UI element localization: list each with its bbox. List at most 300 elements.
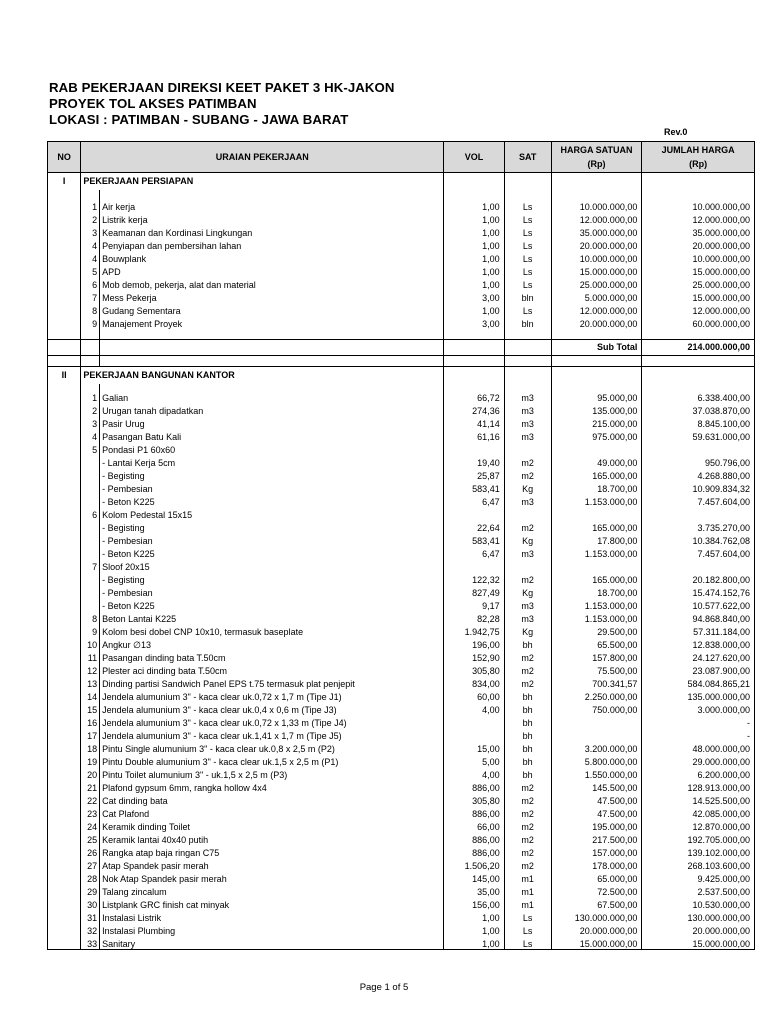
section-title: PEKERJAAN BANGUNAN KANTOR <box>81 367 444 385</box>
item-total-price: 37.038.870,00 <box>642 403 755 416</box>
table-row <box>48 212 755 225</box>
item-total-price: 139.102.000,00 <box>642 845 755 858</box>
item-volume: 145,00 <box>444 871 504 884</box>
item-unit-price <box>551 559 642 572</box>
item-unit: Kg <box>504 533 551 546</box>
empty-cell <box>48 884 81 897</box>
item-volume: 1,00 <box>444 303 504 316</box>
empty-cell <box>48 290 81 303</box>
table-row <box>48 225 755 238</box>
item-unit: m1 <box>504 871 551 884</box>
item-unit: m2 <box>504 663 551 676</box>
item-number <box>81 546 100 559</box>
item-number: 26 <box>81 845 100 858</box>
item-unit: Ls <box>504 199 551 212</box>
item-description: Urugan tanah dipadatkan <box>100 403 444 416</box>
item-unit: Ls <box>504 923 551 936</box>
col-sat-header: SAT <box>504 142 551 173</box>
item-unit: m1 <box>504 897 551 910</box>
item-number: 5 <box>81 264 100 277</box>
empty-cell <box>642 329 755 340</box>
table-row <box>48 767 755 780</box>
item-volume: 25,87 <box>444 468 504 481</box>
item-unit: bh <box>504 728 551 741</box>
item-unit <box>504 442 551 455</box>
item-volume: 152,90 <box>444 650 504 663</box>
empty-cell <box>48 572 81 585</box>
item-volume: 886,00 <box>444 832 504 845</box>
empty-cell <box>504 367 551 385</box>
item-number <box>81 455 100 468</box>
item-unit: m3 <box>504 416 551 429</box>
item-volume: 156,00 <box>444 897 504 910</box>
item-description: - Lantai Kerja 5cm <box>100 455 444 468</box>
item-volume: 886,00 <box>444 845 504 858</box>
table-row <box>48 819 755 832</box>
empty-cell <box>48 637 81 650</box>
item-number: 7 <box>81 290 100 303</box>
item-unit: Ls <box>504 225 551 238</box>
table-row <box>48 199 755 212</box>
item-unit: m3 <box>504 494 551 507</box>
item-description: Listplank GRC finish cat minyak <box>100 897 444 910</box>
empty-cell <box>642 367 755 385</box>
empty-cell <box>48 676 81 689</box>
item-unit-price: 10.000.000,00 <box>551 199 642 212</box>
item-volume: 1,00 <box>444 923 504 936</box>
item-number: 5 <box>81 442 100 455</box>
item-total-price: 8.845.100,00 <box>642 416 755 429</box>
table-row <box>48 546 755 559</box>
col-no-header: NO <box>48 142 81 173</box>
item-number: 9 <box>81 624 100 637</box>
item-total-price: 12.838.000,00 <box>642 637 755 650</box>
item-total-price: - <box>642 728 755 741</box>
item-volume: 6,47 <box>444 546 504 559</box>
page-footer: Page 1 of 5 <box>359 982 409 993</box>
item-volume: 9,17 <box>444 598 504 611</box>
item-unit-price: 165.000,00 <box>551 572 642 585</box>
item-total-price: 24.127.620,00 <box>642 650 755 663</box>
table-header-row <box>48 142 755 173</box>
item-number: 24 <box>81 819 100 832</box>
item-number: 19 <box>81 754 100 767</box>
item-number: 20 <box>81 767 100 780</box>
item-number: 4 <box>81 251 100 264</box>
item-total-price: 10.909.834,32 <box>642 481 755 494</box>
table-row <box>48 936 755 950</box>
item-number: 21 <box>81 780 100 793</box>
item-volume: 19,40 <box>444 455 504 468</box>
item-total-price: 35.000.000,00 <box>642 225 755 238</box>
item-number <box>81 585 100 598</box>
table-row <box>48 637 755 650</box>
item-total-price: 25.000.000,00 <box>642 277 755 290</box>
item-total-price: 3.735.270,00 <box>642 520 755 533</box>
item-unit-price: 47.500,00 <box>551 806 642 819</box>
item-volume: 1,00 <box>444 277 504 290</box>
empty-cell <box>48 754 81 767</box>
item-description: Talang zincalum <box>100 884 444 897</box>
item-unit-price: 12.000.000,00 <box>551 212 642 225</box>
empty-cell <box>48 936 81 950</box>
item-description: Kolom Pedestal 15x15 <box>100 507 444 520</box>
empty-cell <box>48 468 81 481</box>
empty-cell <box>48 923 81 936</box>
item-total-price: 42.085.000,00 <box>642 806 755 819</box>
item-number: 4 <box>81 238 100 251</box>
item-description: Pintu Single alumunium 3" - kaca clear uk.0,8 x 2,5 m (P2) <box>100 741 444 754</box>
item-volume: 22,64 <box>444 520 504 533</box>
empty-cell <box>48 702 81 715</box>
item-unit-price: 95.000,00 <box>551 390 642 403</box>
item-number: 15 <box>81 702 100 715</box>
empty-cell <box>642 190 755 199</box>
empty-cell <box>48 663 81 676</box>
item-unit-price <box>551 715 642 728</box>
item-unit-price: 975.000,00 <box>551 429 642 442</box>
empty-cell <box>48 403 81 416</box>
item-number <box>81 598 100 611</box>
item-total-price: 584.084.865,21 <box>642 676 755 689</box>
item-number: 4 <box>81 429 100 442</box>
jumlah-harga-unit: (Rp) <box>689 159 708 169</box>
item-unit-price: 217.500,00 <box>551 832 642 845</box>
table-row <box>48 910 755 923</box>
table-row <box>48 481 755 494</box>
table-row <box>48 316 755 329</box>
item-unit-price: 215.000,00 <box>551 416 642 429</box>
item-unit: m3 <box>504 429 551 442</box>
item-description: Keramik dinding Toilet <box>100 819 444 832</box>
empty-cell <box>48 689 81 702</box>
item-volume: 60,00 <box>444 689 504 702</box>
item-volume: 1,00 <box>444 225 504 238</box>
item-unit-price: 47.500,00 <box>551 793 642 806</box>
item-total-price: 59.631.000,00 <box>642 429 755 442</box>
empty-cell <box>551 367 642 385</box>
table-row <box>48 858 755 871</box>
item-volume: 122,32 <box>444 572 504 585</box>
harga-satuan-unit: (Rp) <box>587 159 606 169</box>
col-uraian-header: URAIAN PEKERJAAN <box>81 142 444 173</box>
table-row <box>48 715 755 728</box>
empty-cell <box>48 416 81 429</box>
empty-cell <box>81 329 100 340</box>
item-volume <box>444 728 504 741</box>
item-number <box>81 468 100 481</box>
item-unit: m2 <box>504 858 551 871</box>
empty-cell <box>48 897 81 910</box>
item-volume: 583,41 <box>444 533 504 546</box>
item-unit: bh <box>504 637 551 650</box>
item-total-price: 10.000.000,00 <box>642 251 755 264</box>
item-description: - Beton K225 <box>100 494 444 507</box>
item-total-price: 20.000.000,00 <box>642 923 755 936</box>
empty-cell <box>48 390 81 403</box>
item-description: Atap Spandek pasir merah <box>100 858 444 871</box>
item-number: 22 <box>81 793 100 806</box>
item-number: 8 <box>81 611 100 624</box>
empty-cell <box>48 520 81 533</box>
item-volume: 61,16 <box>444 429 504 442</box>
item-description: Plafond gypsum 6mm, rangka hollow 4x4 <box>100 780 444 793</box>
empty-cell <box>100 340 444 356</box>
item-unit-price: 29.500,00 <box>551 624 642 637</box>
table-row <box>48 650 755 663</box>
item-total-price: 7.457.604,00 <box>642 494 755 507</box>
item-volume: 274,36 <box>444 403 504 416</box>
item-number: 1 <box>81 390 100 403</box>
item-volume: 3,00 <box>444 316 504 329</box>
item-number: 10 <box>81 637 100 650</box>
item-unit: bh <box>504 767 551 780</box>
item-total-price: 950.796,00 <box>642 455 755 468</box>
item-description: Cat Plafond <box>100 806 444 819</box>
item-volume: 41,14 <box>444 416 504 429</box>
item-description: Galian <box>100 390 444 403</box>
empty-cell <box>48 650 81 663</box>
item-volume: 305,80 <box>444 663 504 676</box>
item-volume: 827,49 <box>444 585 504 598</box>
item-unit-price: 1.153.000,00 <box>551 546 642 559</box>
item-volume: 82,28 <box>444 611 504 624</box>
item-unit: m2 <box>504 832 551 845</box>
empty-cell <box>48 225 81 238</box>
project-name: PROYEK TOL AKSES PATIMBAN <box>49 96 257 111</box>
item-unit: m2 <box>504 845 551 858</box>
project-location: LOKASI : PATIMBAN - SUBANG - JAWA BARAT <box>49 112 349 127</box>
item-total-price: 130.000.000,00 <box>642 910 755 923</box>
table-row <box>48 728 755 741</box>
item-unit: m3 <box>504 403 551 416</box>
table-row <box>48 455 755 468</box>
item-total-price: 94.868.840,00 <box>642 611 755 624</box>
item-description: Listrik kerja <box>100 212 444 225</box>
item-description: Sanitary <box>100 936 444 950</box>
item-description: Jendela alumunium 3" - kaca clear uk.0,72 x 1,33 m (Tipe J4) <box>100 715 444 728</box>
item-unit-price: 15.000.000,00 <box>551 936 642 950</box>
item-total-price: 268.103.600,00 <box>642 858 755 871</box>
table-row <box>48 598 755 611</box>
item-description: Manajement Proyek <box>100 316 444 329</box>
empty-cell <box>48 316 81 329</box>
item-total-price: 135.000.000,00 <box>642 689 755 702</box>
item-volume: 1,00 <box>444 936 504 950</box>
item-description: Rangka atap baja ringan C75 <box>100 845 444 858</box>
item-number: 7 <box>81 559 100 572</box>
item-volume: 583,41 <box>444 481 504 494</box>
item-unit-price: 195.000,00 <box>551 819 642 832</box>
empty-cell <box>48 251 81 264</box>
jumlah-harga-label: JUMLAH HARGA <box>661 145 735 155</box>
table-row <box>48 277 755 290</box>
item-number: 11 <box>81 650 100 663</box>
empty-cell <box>504 329 551 340</box>
table-row <box>48 303 755 316</box>
empty-cell <box>48 715 81 728</box>
table-row <box>48 663 755 676</box>
item-unit-price: 10.000.000,00 <box>551 251 642 264</box>
item-total-price: 9.425.000,00 <box>642 871 755 884</box>
item-total-price: 48.000.000,00 <box>642 741 755 754</box>
item-unit-price: 178.000,00 <box>551 858 642 871</box>
empty-cell <box>504 190 551 199</box>
item-unit-price: 18.700,00 <box>551 585 642 598</box>
empty-cell <box>504 356 551 367</box>
item-number: 6 <box>81 277 100 290</box>
empty-cell <box>48 494 81 507</box>
revision-label: Rev.0 <box>664 127 688 137</box>
empty-cell <box>444 356 504 367</box>
item-unit: Kg <box>504 481 551 494</box>
empty-cell <box>48 199 81 212</box>
item-description: Instalasi Listrik <box>100 910 444 923</box>
item-total-price <box>642 559 755 572</box>
item-unit: m2 <box>504 650 551 663</box>
item-description: Penyiapan dan pembersihan lahan <box>100 238 444 251</box>
item-total-price: 4.268.880,00 <box>642 468 755 481</box>
item-unit-price: 1.153.000,00 <box>551 611 642 624</box>
item-unit-price: 65.500,00 <box>551 637 642 650</box>
item-unit: Ls <box>504 936 551 950</box>
table-row <box>48 468 755 481</box>
item-total-price: 12.870.000,00 <box>642 819 755 832</box>
item-number: 3 <box>81 225 100 238</box>
item-description: Cat dinding bata <box>100 793 444 806</box>
item-unit: m3 <box>504 546 551 559</box>
item-total-price: 192.705.000,00 <box>642 832 755 845</box>
item-number: 16 <box>81 715 100 728</box>
empty-cell <box>642 356 755 367</box>
spacer-row <box>48 190 755 199</box>
item-unit-price: 75.500,00 <box>551 663 642 676</box>
item-number: 18 <box>81 741 100 754</box>
item-description: Dinding partisi Sandwich Panel EPS t.75 termasuk plat penjepit <box>100 676 444 689</box>
table-row <box>48 754 755 767</box>
empty-cell <box>48 858 81 871</box>
table-row <box>48 611 755 624</box>
item-unit: Ls <box>504 264 551 277</box>
item-unit-price: 18.700,00 <box>551 481 642 494</box>
item-unit-price: 157.800,00 <box>551 650 642 663</box>
harga-satuan-label: HARGA SATUAN <box>560 145 633 155</box>
item-volume: 305,80 <box>444 793 504 806</box>
item-number: 32 <box>81 923 100 936</box>
item-total-price: 15.000.000,00 <box>642 264 755 277</box>
item-volume <box>444 715 504 728</box>
empty-cell <box>48 264 81 277</box>
table-row <box>48 884 755 897</box>
table-row <box>48 702 755 715</box>
item-unit <box>504 507 551 520</box>
empty-cell <box>48 559 81 572</box>
item-description: Mess Pekerja <box>100 290 444 303</box>
item-description: Bouwplank <box>100 251 444 264</box>
item-number: 3 <box>81 416 100 429</box>
item-total-price: 2.537.500,00 <box>642 884 755 897</box>
col-vol-header: VOL <box>444 142 504 173</box>
empty-cell <box>48 481 81 494</box>
item-unit: m2 <box>504 676 551 689</box>
item-number: 29 <box>81 884 100 897</box>
item-unit: m2 <box>504 572 551 585</box>
table-row <box>48 290 755 303</box>
item-description: - Begisting <box>100 520 444 533</box>
item-total-price: 29.000.000,00 <box>642 754 755 767</box>
empty-cell <box>504 173 551 191</box>
item-unit: bh <box>504 702 551 715</box>
item-unit-price: 20.000.000,00 <box>551 316 642 329</box>
table-row <box>48 689 755 702</box>
item-unit: Ls <box>504 251 551 264</box>
section-number: II <box>48 367 81 385</box>
item-volume: 15,00 <box>444 741 504 754</box>
item-volume <box>444 442 504 455</box>
item-unit-price: 2.250.000,00 <box>551 689 642 702</box>
item-unit: m2 <box>504 780 551 793</box>
item-unit-price: 5.000.000,00 <box>551 290 642 303</box>
empty-cell <box>48 832 81 845</box>
item-unit-price: 20.000.000,00 <box>551 238 642 251</box>
item-total-price: 3.000.000,00 <box>642 702 755 715</box>
item-total-price: 15.000.000,00 <box>642 936 755 950</box>
empty-cell <box>100 356 444 367</box>
item-volume: 66,72 <box>444 390 504 403</box>
item-volume: 1,00 <box>444 212 504 225</box>
item-number: 27 <box>81 858 100 871</box>
empty-cell <box>444 190 504 199</box>
item-description: Angkur ∅13 <box>100 637 444 650</box>
subtotal-row <box>48 340 755 356</box>
item-number: 13 <box>81 676 100 689</box>
item-number: 2 <box>81 212 100 225</box>
item-total-price: 15.474.152,76 <box>642 585 755 598</box>
item-total-price: 10.530.000,00 <box>642 897 755 910</box>
item-unit-price: 165.000,00 <box>551 520 642 533</box>
section-title: PEKERJAAN PERSIAPAN <box>81 173 444 191</box>
item-total-price <box>642 442 755 455</box>
item-number: 14 <box>81 689 100 702</box>
section-number: I <box>48 173 81 191</box>
table-row <box>48 871 755 884</box>
empty-cell <box>48 767 81 780</box>
empty-cell <box>100 190 444 199</box>
empty-cell <box>48 533 81 546</box>
empty-cell <box>48 598 81 611</box>
item-unit: bln <box>504 290 551 303</box>
item-number <box>81 572 100 585</box>
empty-cell <box>642 173 755 191</box>
item-number: 31 <box>81 910 100 923</box>
section-header-row <box>48 173 755 191</box>
item-unit: m1 <box>504 884 551 897</box>
item-unit-price: 700.341,57 <box>551 676 642 689</box>
item-unit-price: 145.500,00 <box>551 780 642 793</box>
table-row <box>48 533 755 546</box>
item-description: Pasir Urug <box>100 416 444 429</box>
item-volume: 1,00 <box>444 199 504 212</box>
section-header-row <box>48 367 755 385</box>
spacer-row <box>48 356 755 367</box>
item-unit: m2 <box>504 520 551 533</box>
item-unit: bh <box>504 715 551 728</box>
empty-cell <box>48 793 81 806</box>
item-description: Keramik lantai 40x40 putih <box>100 832 444 845</box>
item-number <box>81 533 100 546</box>
empty-cell <box>48 546 81 559</box>
item-total-price <box>642 507 755 520</box>
